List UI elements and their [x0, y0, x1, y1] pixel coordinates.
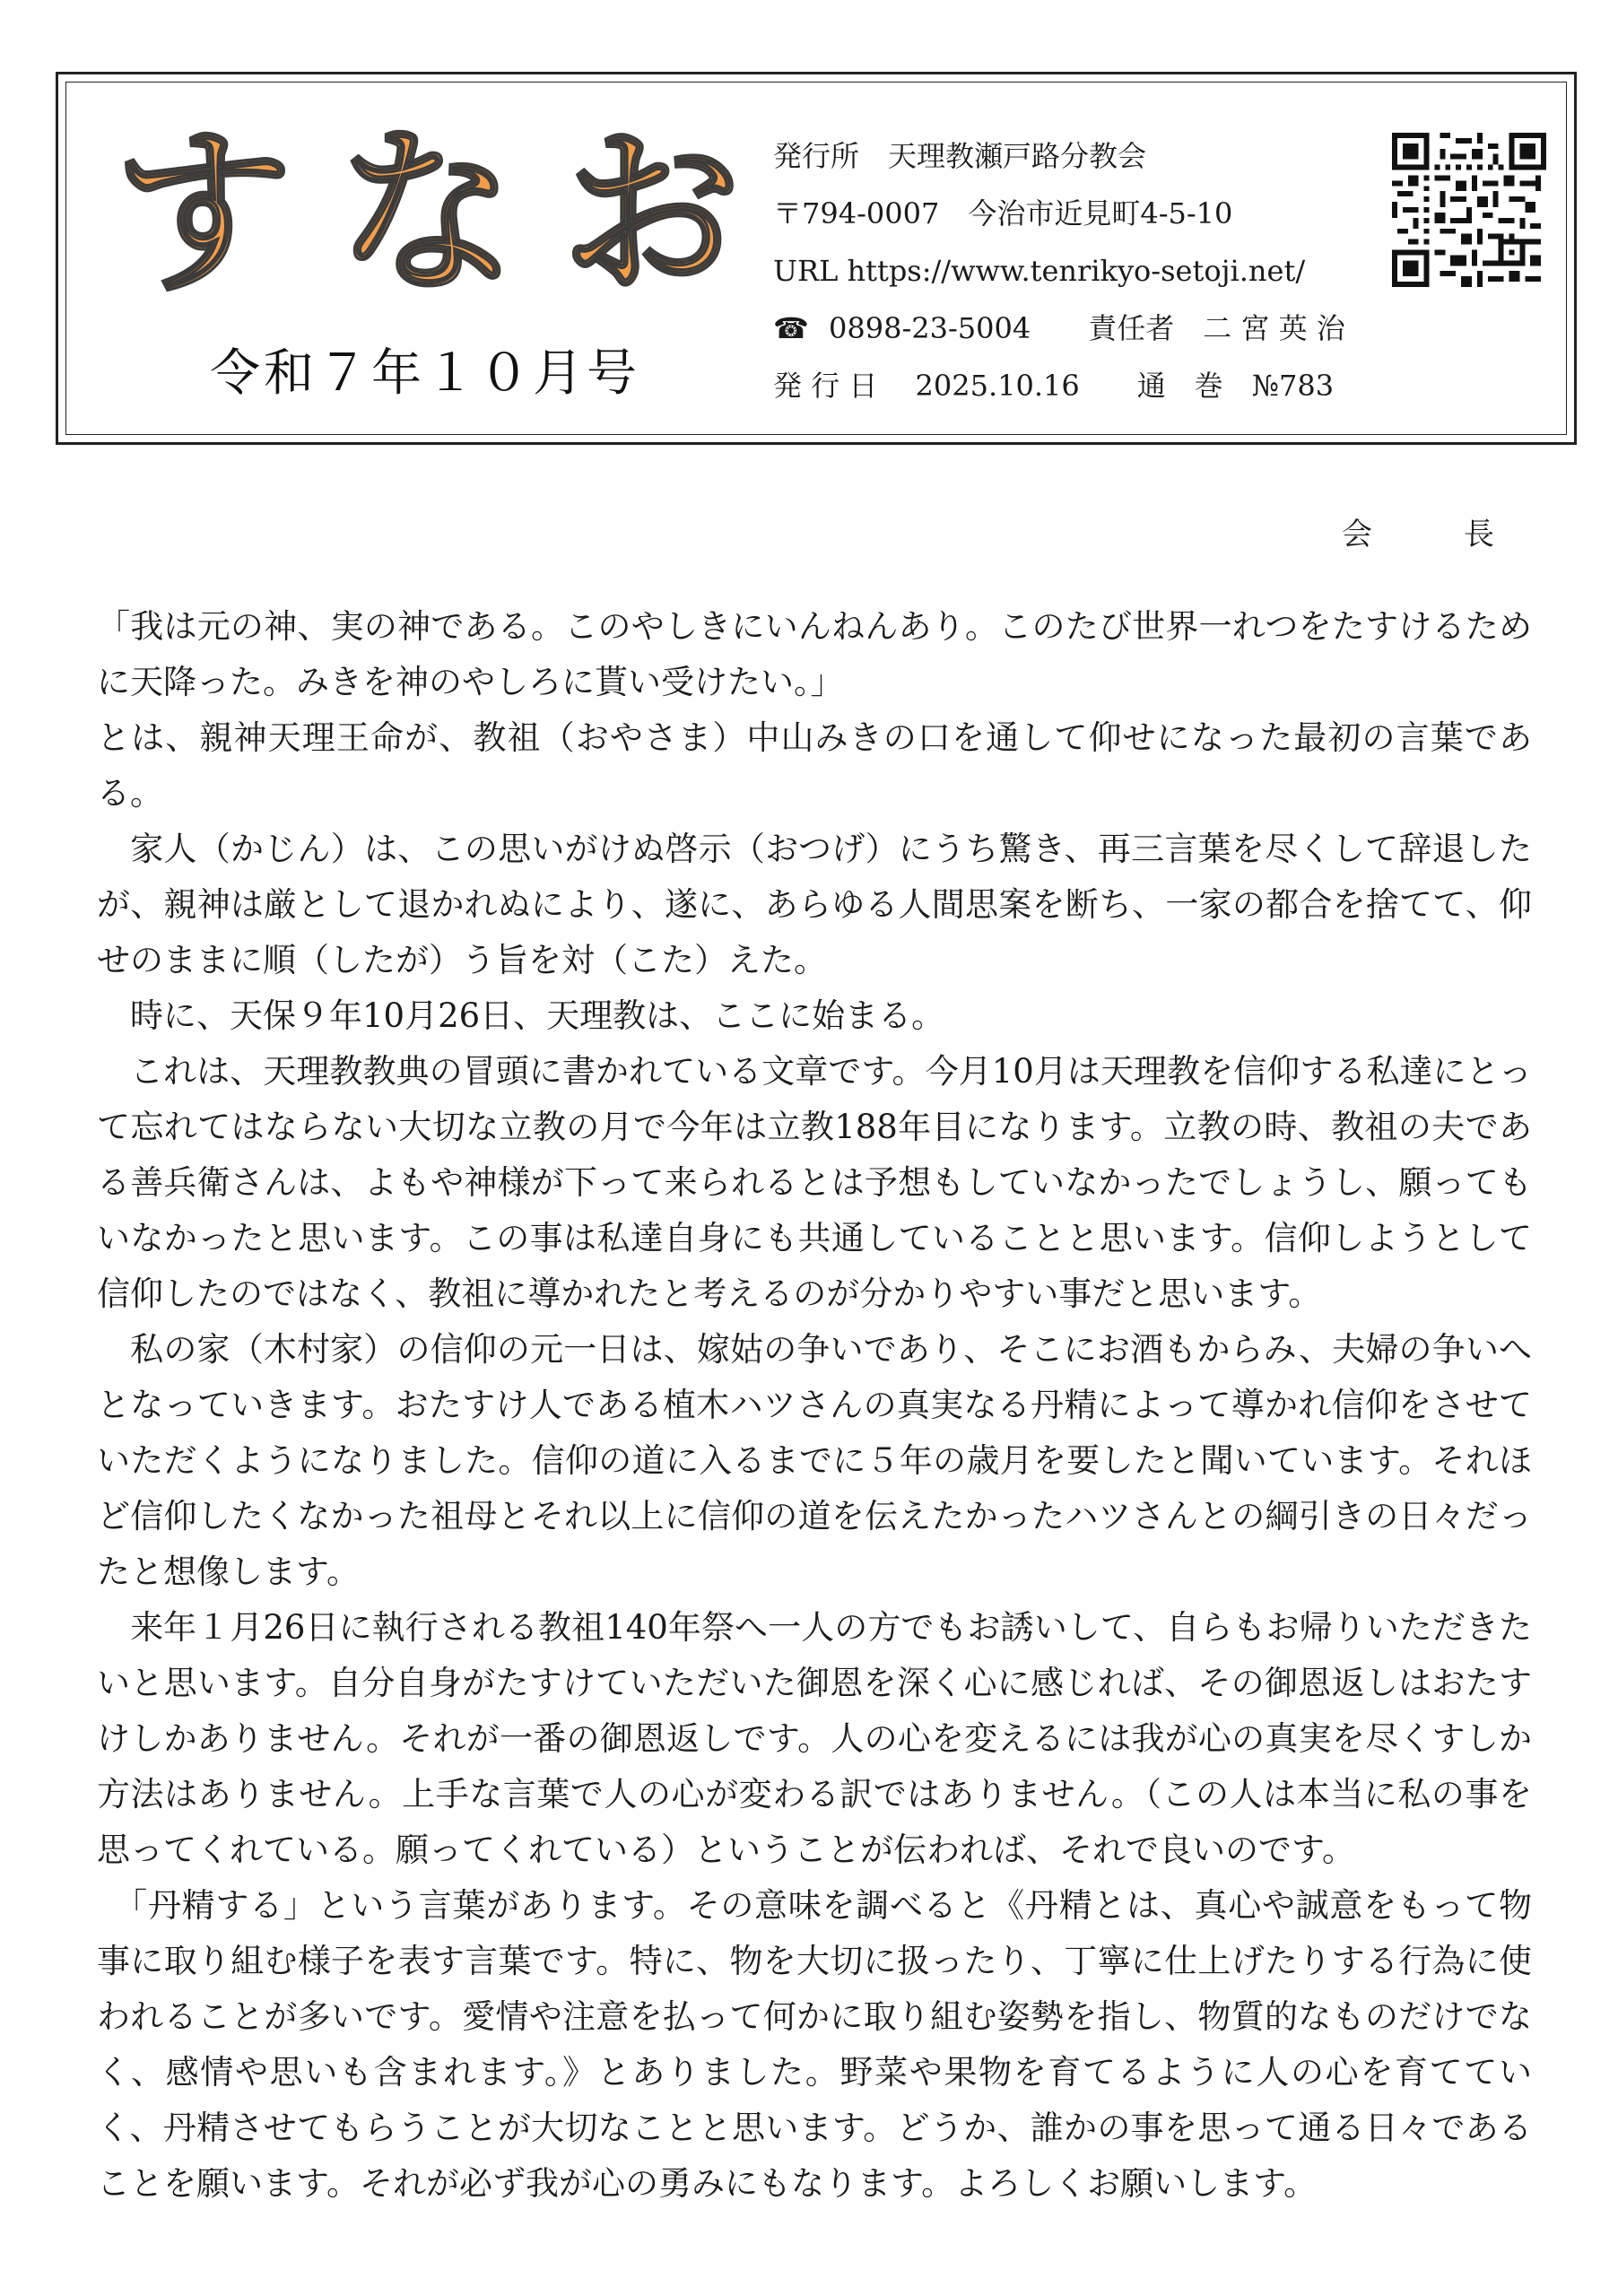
article-paragraph: 来年１月26日に執行される教祖140年祭へ一人の方でもお誘いして、自らもお帰りいただきたいと思います。自分自身がたすけていただいた御恩を深く心に感じれば、その御恩返しはおたすけしかありません。それが一番の御恩返しです。人の心を変えるには我が心の真実を尽くすしか方法はありません。上手な言葉で人の心が変わる訳ではありません。（この人は本当に私の事を思ってくれている。願ってくれている）ということが伝われば、それで良いのです。 [97, 1608, 1533, 1869]
article-paragraph: 時に、天保９年10月26日、天理教は、ここに始まる。 [97, 996, 945, 1035]
article-paragraph: 「丹精する」という言葉があります。その意味を調べると《丹精とは、真心や誠意をもって物事に取り組む様子を表す言葉です。特に、物を大切に扱ったり、丁寧に仕上げたりする行為に使われることが多いです。愛情や注意を払って何かに取り組む姿勢を指し、物質的なものだけでなく、感情や思いも含まれます。》とありました。野菜や果物を育てるように人の心を育てていく、丹精させてもらうことが大切なことと思います。どうか、誰かの事を思って通る日々であることを願います。それが必ず我が心の勇みにもなります。よろしくお願いします。 [97, 1886, 1532, 2203]
qr-code-icon[interactable] [1392, 133, 1546, 287]
masthead-inner-frame [65, 82, 1567, 435]
title-char-2: な [336, 109, 517, 318]
publisher-info [773, 127, 1401, 414]
article-author: 会 長 [1342, 517, 1494, 552]
newsletter-title [113, 109, 741, 318]
website-url[interactable]: URL https://www.tenrikyo-setoji.net/ [773, 254, 1306, 288]
phone-icon: ☎ [773, 311, 809, 345]
masthead-frame [56, 72, 1577, 445]
article-paragraph: これは、天理教教典の冒頭に書かれている文章です。今月10月は天理教を信仰する私達にとって忘れてはならない大切な立教の月で今年は立教188年目になります。立教の時、教祖の夫である善兵衛さんは、よもや神様が下って来られるとは予想もしていなかったでしょうし、願ってもいなかったと思います。この事は私達自身にも共通していることと思います。信仰しようとして信仰したのではなく、教祖に導かれたと考えるのが分かりやすい事だと思います。 [97, 1052, 1532, 1313]
phone-line [773, 300, 1401, 357]
publisher-address: 〒794-0007 今治市近見町4-5-10 [773, 196, 1233, 230]
article-paragraph: とは、親神天理王命が、教祖（おやさま）中山みきの口を通して仰せになった最初の言葉である。 [97, 718, 1532, 813]
article-body [97, 599, 1532, 2212]
article-paragraph: 家人（かじん）は、この思いがけぬ啓示（おつげ）にうち驚き、再三言葉を尽くして辞退したが、親神は厳として退かれぬにより、遂に、あらゆる人間思案を断ち、一家の都合を捨てて、仰せのままに順（したが）う旨を対（こた）えた。 [97, 830, 1532, 979]
article-paragraph: 「我は元の神、実の神である。このやしきにいんねんあり。このたび世界一れつをたすけるために天降った。みきを神のやしろに貰い受けたい。」 [97, 607, 1532, 701]
title-char-3: お [561, 109, 741, 318]
issue-label: 令和７年１０月号 [210, 344, 640, 403]
phone-and-responsible: 0898-23-5004 責任者 二 宮 英 治 [829, 311, 1345, 345]
article-paragraph: 私の家（木村家）の信仰の元一日は、嫁姑の争いであり、そこにお酒もからみ、夫婦の争いへとなっていきます。おたすけ人である植木ハツさんの真実なる丹精によって導かれ信仰をさせていただくようになりました。信仰の道に入るまでに５年の歳月を要したと聞いています。それほど信仰したくなかった祖母とそれ以上に信仰の道を伝えたかったハツさんとの綱引きの日々だったと想像します。 [97, 1330, 1532, 1591]
publisher-name: 発行所 天理教瀬戸路分教会 [773, 139, 1147, 173]
issue-date-line: 発 行 日 2025.10.16 通 巻 №783 [773, 369, 1335, 403]
title-char-1: す [113, 109, 293, 318]
